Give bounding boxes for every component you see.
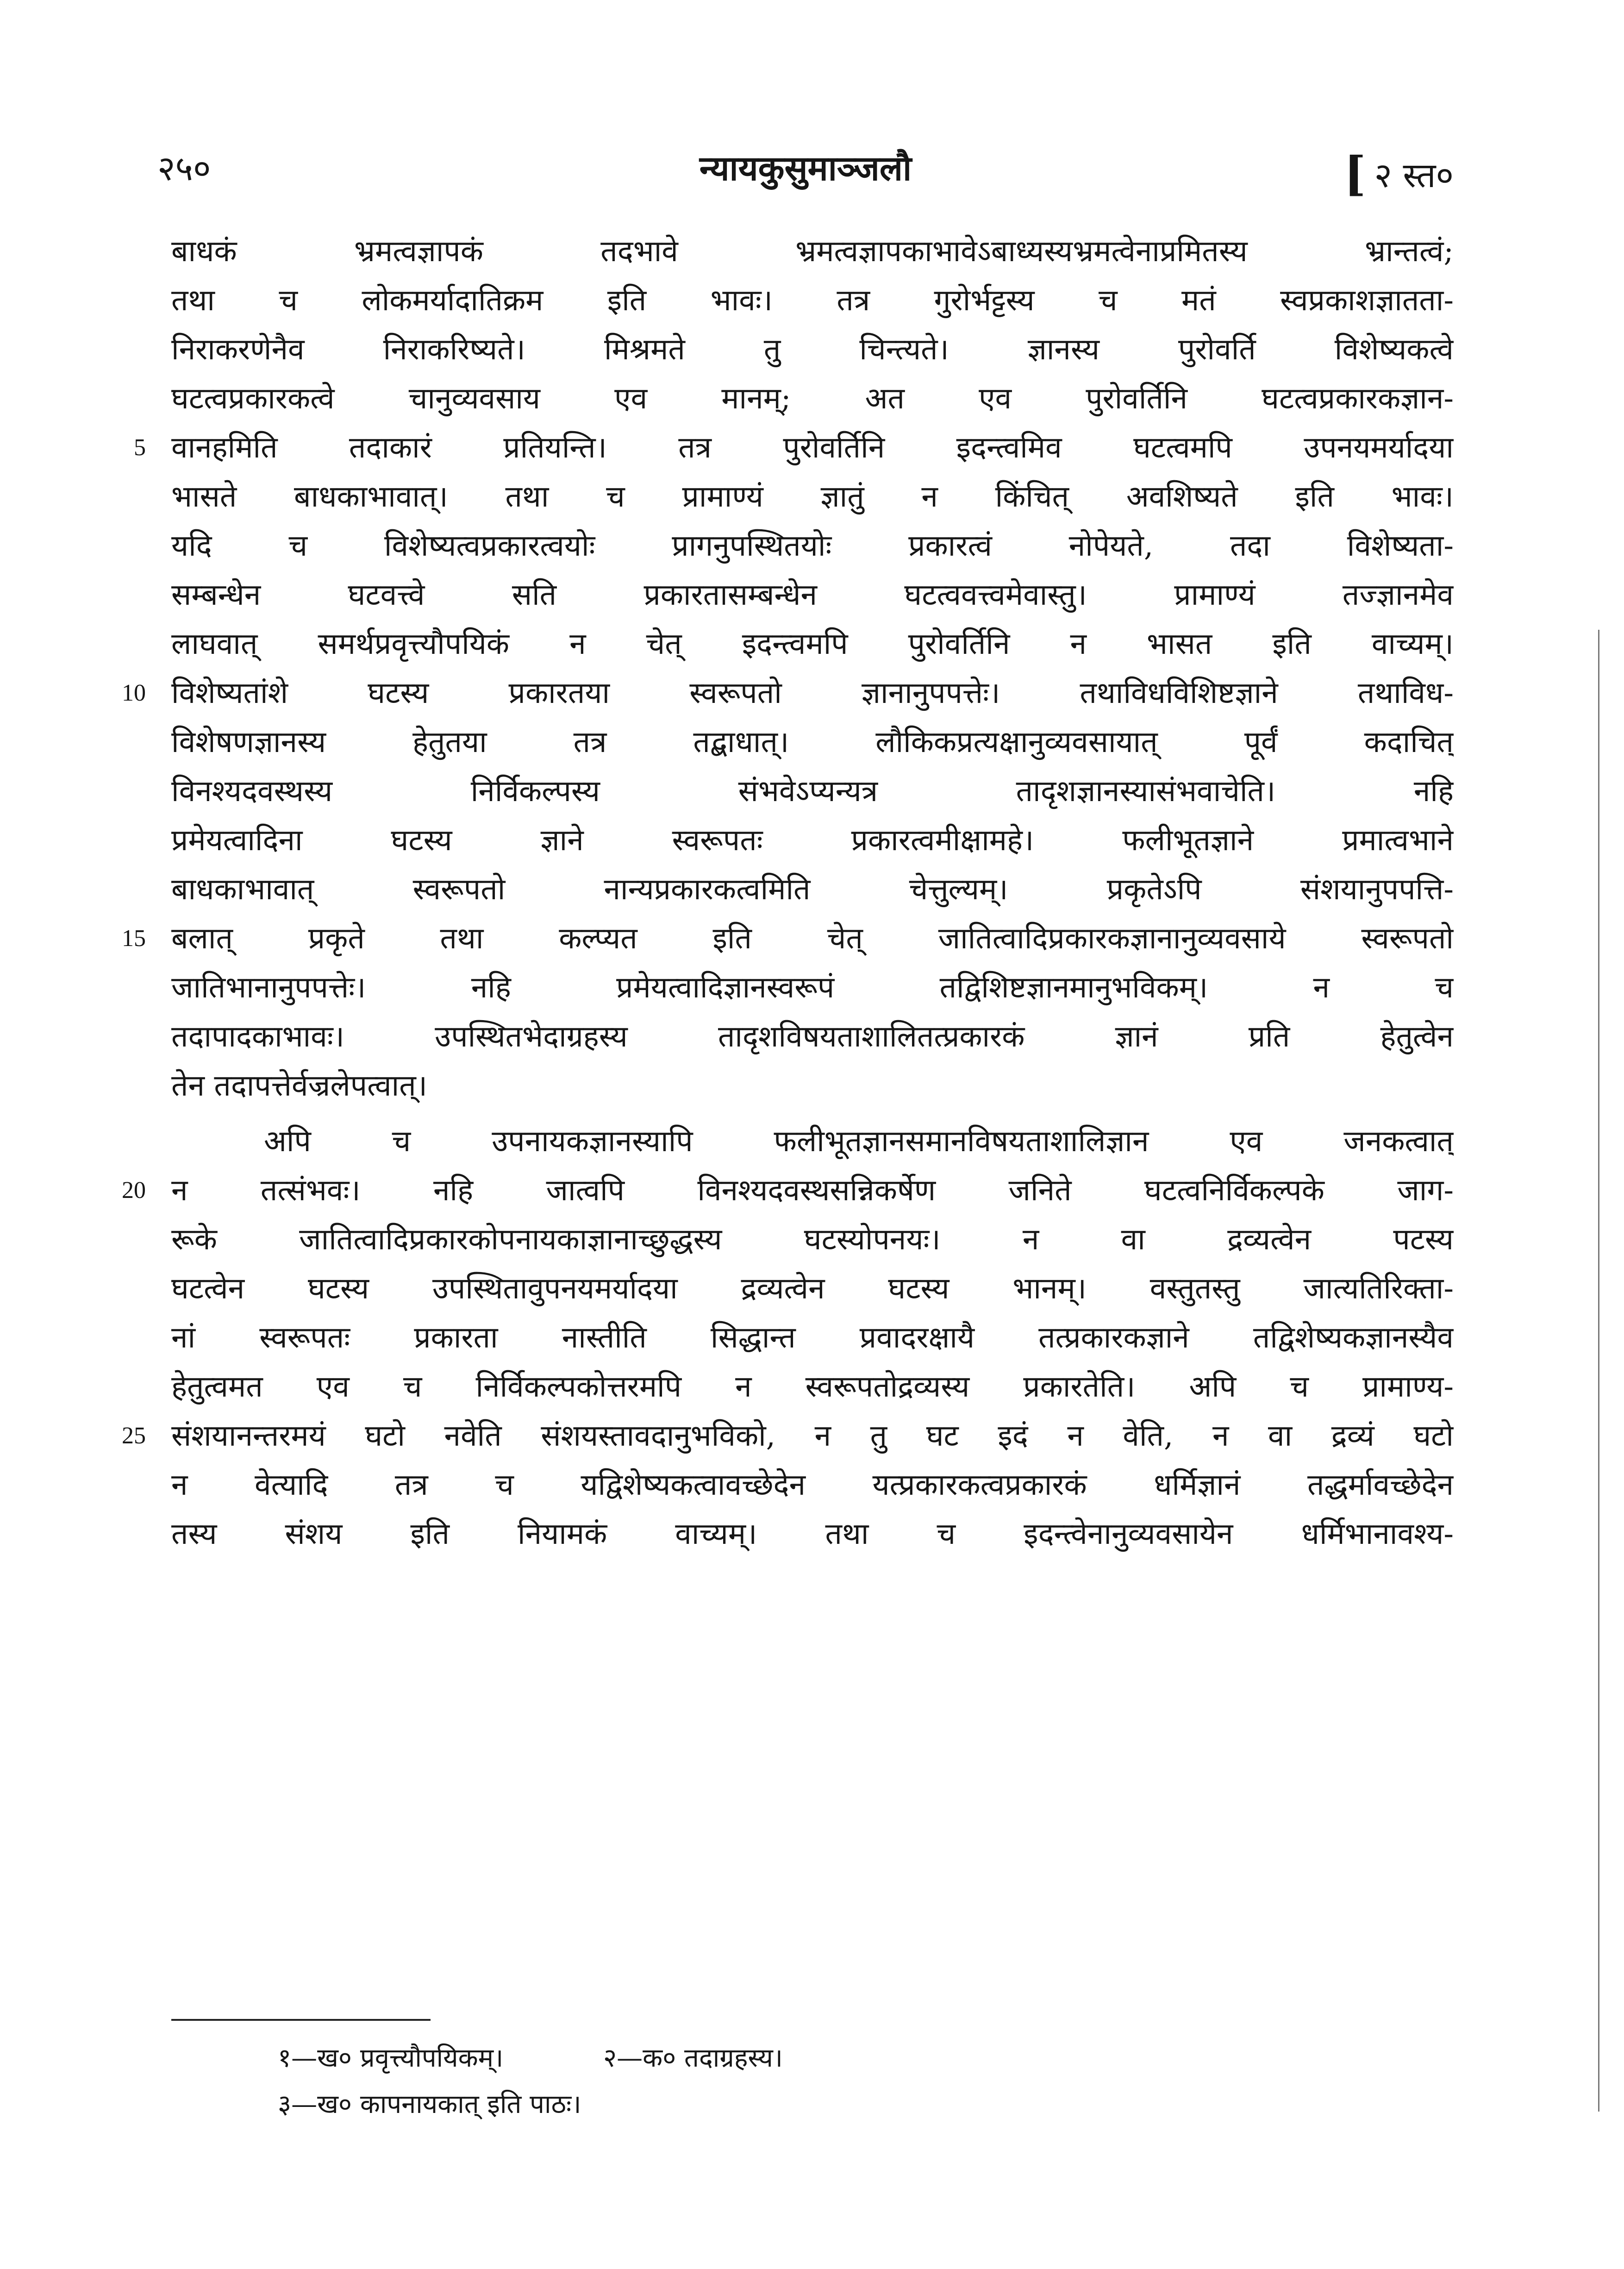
footnote: ३—ख० कापनायकात् इति पाठः। [278, 2089, 581, 2119]
text-line: संशयानन्तरमयं घटो नवेति संशयस्तावदानुभविको, न तु घट इदं न वेति, न वा द्रव्यं घटो [171, 1419, 1454, 1453]
text-line: यदि च विशेष्यत्वप्रकारत्वयोः प्रागनुपस्थितयोः प्रकारत्वं नोपेयते, तदा विशेष्यता- [171, 529, 1454, 563]
text-line: बाधकाभावात् स्वरूपतो नान्यप्रकारकत्वमिति चेत्तुल्यम्। प्रकृतेऽपि संशयानुपपत्ति- [171, 872, 1454, 907]
text-line: वानहमिति तदाकारं प्रतियन्ति। तत्र पुरोवर्तिनि इदन्त्वमिव घटत्वमपि उपनयमर्यादया [171, 431, 1454, 465]
line-number: 10 [122, 680, 146, 706]
text-line: जातिभानानुपपत्तेः। नहि प्रमेयत्वादिज्ञानस्वरूपं तद्विशिष्टज्ञानमानुभविकम्। न च [171, 971, 1454, 1005]
running-title: न्यायकुसुमाञ्जलौ [699, 149, 912, 188]
text-line: घटत्वेन घटस्य उपस्थितावुपनयमर्यादया द्रव्यत्वेन घटस्य भानम्। वस्तुतस्तु जात्यतिरिक्ता- [171, 1272, 1454, 1306]
page-number: २५० [157, 149, 211, 188]
page-edge-line [1598, 630, 1599, 2112]
footnote: १—ख० प्रवृत्त्यौपयिकम्। [278, 2043, 504, 2073]
body-text [171, 227, 1454, 1559]
text-line: लाघवात् समर्थप्रवृत्त्यौपयिकं न चेत् इदन्त्वमपि पुरोवर्तिनि न भासत इति वाच्यम्। [171, 627, 1454, 661]
footnote: २—क० तदाग्रहस्य। [603, 2043, 783, 2073]
footnotes [278, 2035, 1343, 2128]
text-line: तदापादकाभावः। उपस्थितभेदाग्रहस्य तादृशविषयताशालितत्प्रकारकं ज्ञानं प्रति हेतुत्वेन [171, 1020, 1454, 1054]
text-line: बाधकं भ्रमत्वज्ञापकं तदभावे भ्रमत्वज्ञापकाभावेऽबाध्यस्यभ्रमत्वेनाप्रमितस्य भ्रान्तत्वं; [171, 234, 1454, 269]
text-line: रूके जातित्वादिप्रकारकोपनायकाज्ञानाच्छुद्धस्य घटस्योपनयः। न वा द्रव्यत्वेन पटस्य [171, 1222, 1454, 1257]
text-line: तस्य संशय इति नियामकं वाच्यम्। तथा च इदन्त्वेनानुव्यवसायेन धर्मिभानावश्य- [171, 1517, 1454, 1551]
line-number: 20 [122, 1177, 146, 1203]
text-line: न तत्संभवः। नहि जात्वपि विनश्यदवस्थसन्निकर्षेण जनिते घटत्वनिर्विकल्पके जाग- [171, 1173, 1454, 1208]
line-number: 25 [122, 1423, 146, 1449]
text-line: तथा च लोकमर्यादातिक्रम इति भावः। तत्र गुरोर्भट्टस्य च मतं स्वप्रकाशज्ञातता- [171, 283, 1454, 318]
text-line: विशेष्यतांशे घटस्य प्रकारतया स्वरूपतो ज्ञानानुपपत्तेः। तथाविधविशिष्टज्ञाने तथाविध- [171, 676, 1454, 710]
open-bracket-glyph: [ [1344, 146, 1366, 201]
text-line: अपि च उपनायकज्ञानस्यापि फलीभूतज्ञानसमानविषयताशालिज्ञान एव जनकत्वात् [264, 1124, 1454, 1159]
line-number: 5 [134, 434, 146, 461]
text-line: प्रमेयत्वादिना घटस्य ज्ञाने स्वरूपतः प्रकारत्वमीक्षामहे। फलीभूतज्ञाने प्रमात्वभाने [171, 823, 1454, 858]
text-line: सम्बन्धेन घटवत्त्वे सति प्रकारतासम्बन्धेन घटत्ववत्त्वमेवास्तु। प्रामाण्यं तज्ज्ञानमेव [171, 578, 1454, 612]
page-header [157, 134, 1454, 201]
text-line: तेन तदापत्तेर्वज्रलेपत्वात्। [171, 1069, 427, 1103]
text-line: न वेत्यादि तत्र च यद्विशेष्यकत्वावच्छेदेन यत्प्रकारकत्वप्रकारकं धर्मिज्ञानं तद्धर्मावच्छेदेन [171, 1468, 1454, 1502]
text-line: निराकरणेनैव निराकरिष्यते। मिश्रमते तु चिन्त्यते। ज्ञानस्य पुरोवर्ति विशेष्यकत्वे [171, 332, 1454, 367]
text-line: बलात् प्रकृते तथा कल्प्यत इति चेत् जातित्वादिप्रकारकज्ञानानुव्यवसाये स्वरूपतो [171, 921, 1454, 956]
section-ref-text: २ स्त० [1374, 156, 1454, 195]
section-reference [1344, 144, 1454, 201]
text-line: नां स्वरूपतः प्रकारता नास्तीति सिद्धान्त प्रवादरक्षायै तत्प्रकारकज्ञाने तद्विशेष्यकज्ञानस्यैव [171, 1321, 1454, 1355]
text-line: विनश्यदवस्थस्य निर्विकल्पस्य संभवेऽप्यन्यत्र तादृशज्ञानस्यासंभवाचेति। नहि [171, 774, 1454, 809]
text-line: घटत्वप्रकारकत्वे चानुव्यवसाय एव मानम्; अत एव पुरोवर्तिनि घटत्वप्रकारकज्ञान- [171, 382, 1454, 416]
line-number: 15 [122, 925, 146, 952]
footnote-rule [171, 2019, 431, 2021]
text-line: हेतुत्वमत एव च निर्विकल्पकोत्तरमपि न स्वरूपतोद्रव्यस्य प्रकारतेति। अपि च प्रामाण्य- [171, 1370, 1454, 1404]
footnote-row [278, 2081, 1343, 2128]
footnote-row [278, 2035, 1343, 2081]
text-line: भासते बाधकाभावात्। तथा च प्रामाण्यं ज्ञातुं न किंचित् अवशिष्यते इति भावः। [171, 480, 1454, 514]
text-line: विशेषणज्ञानस्य हेतुतया तत्र तद्बाधात्। लौकिकप्रत्यक्षानुव्यवसायात् पूर्वं कदाचित् [171, 725, 1454, 759]
